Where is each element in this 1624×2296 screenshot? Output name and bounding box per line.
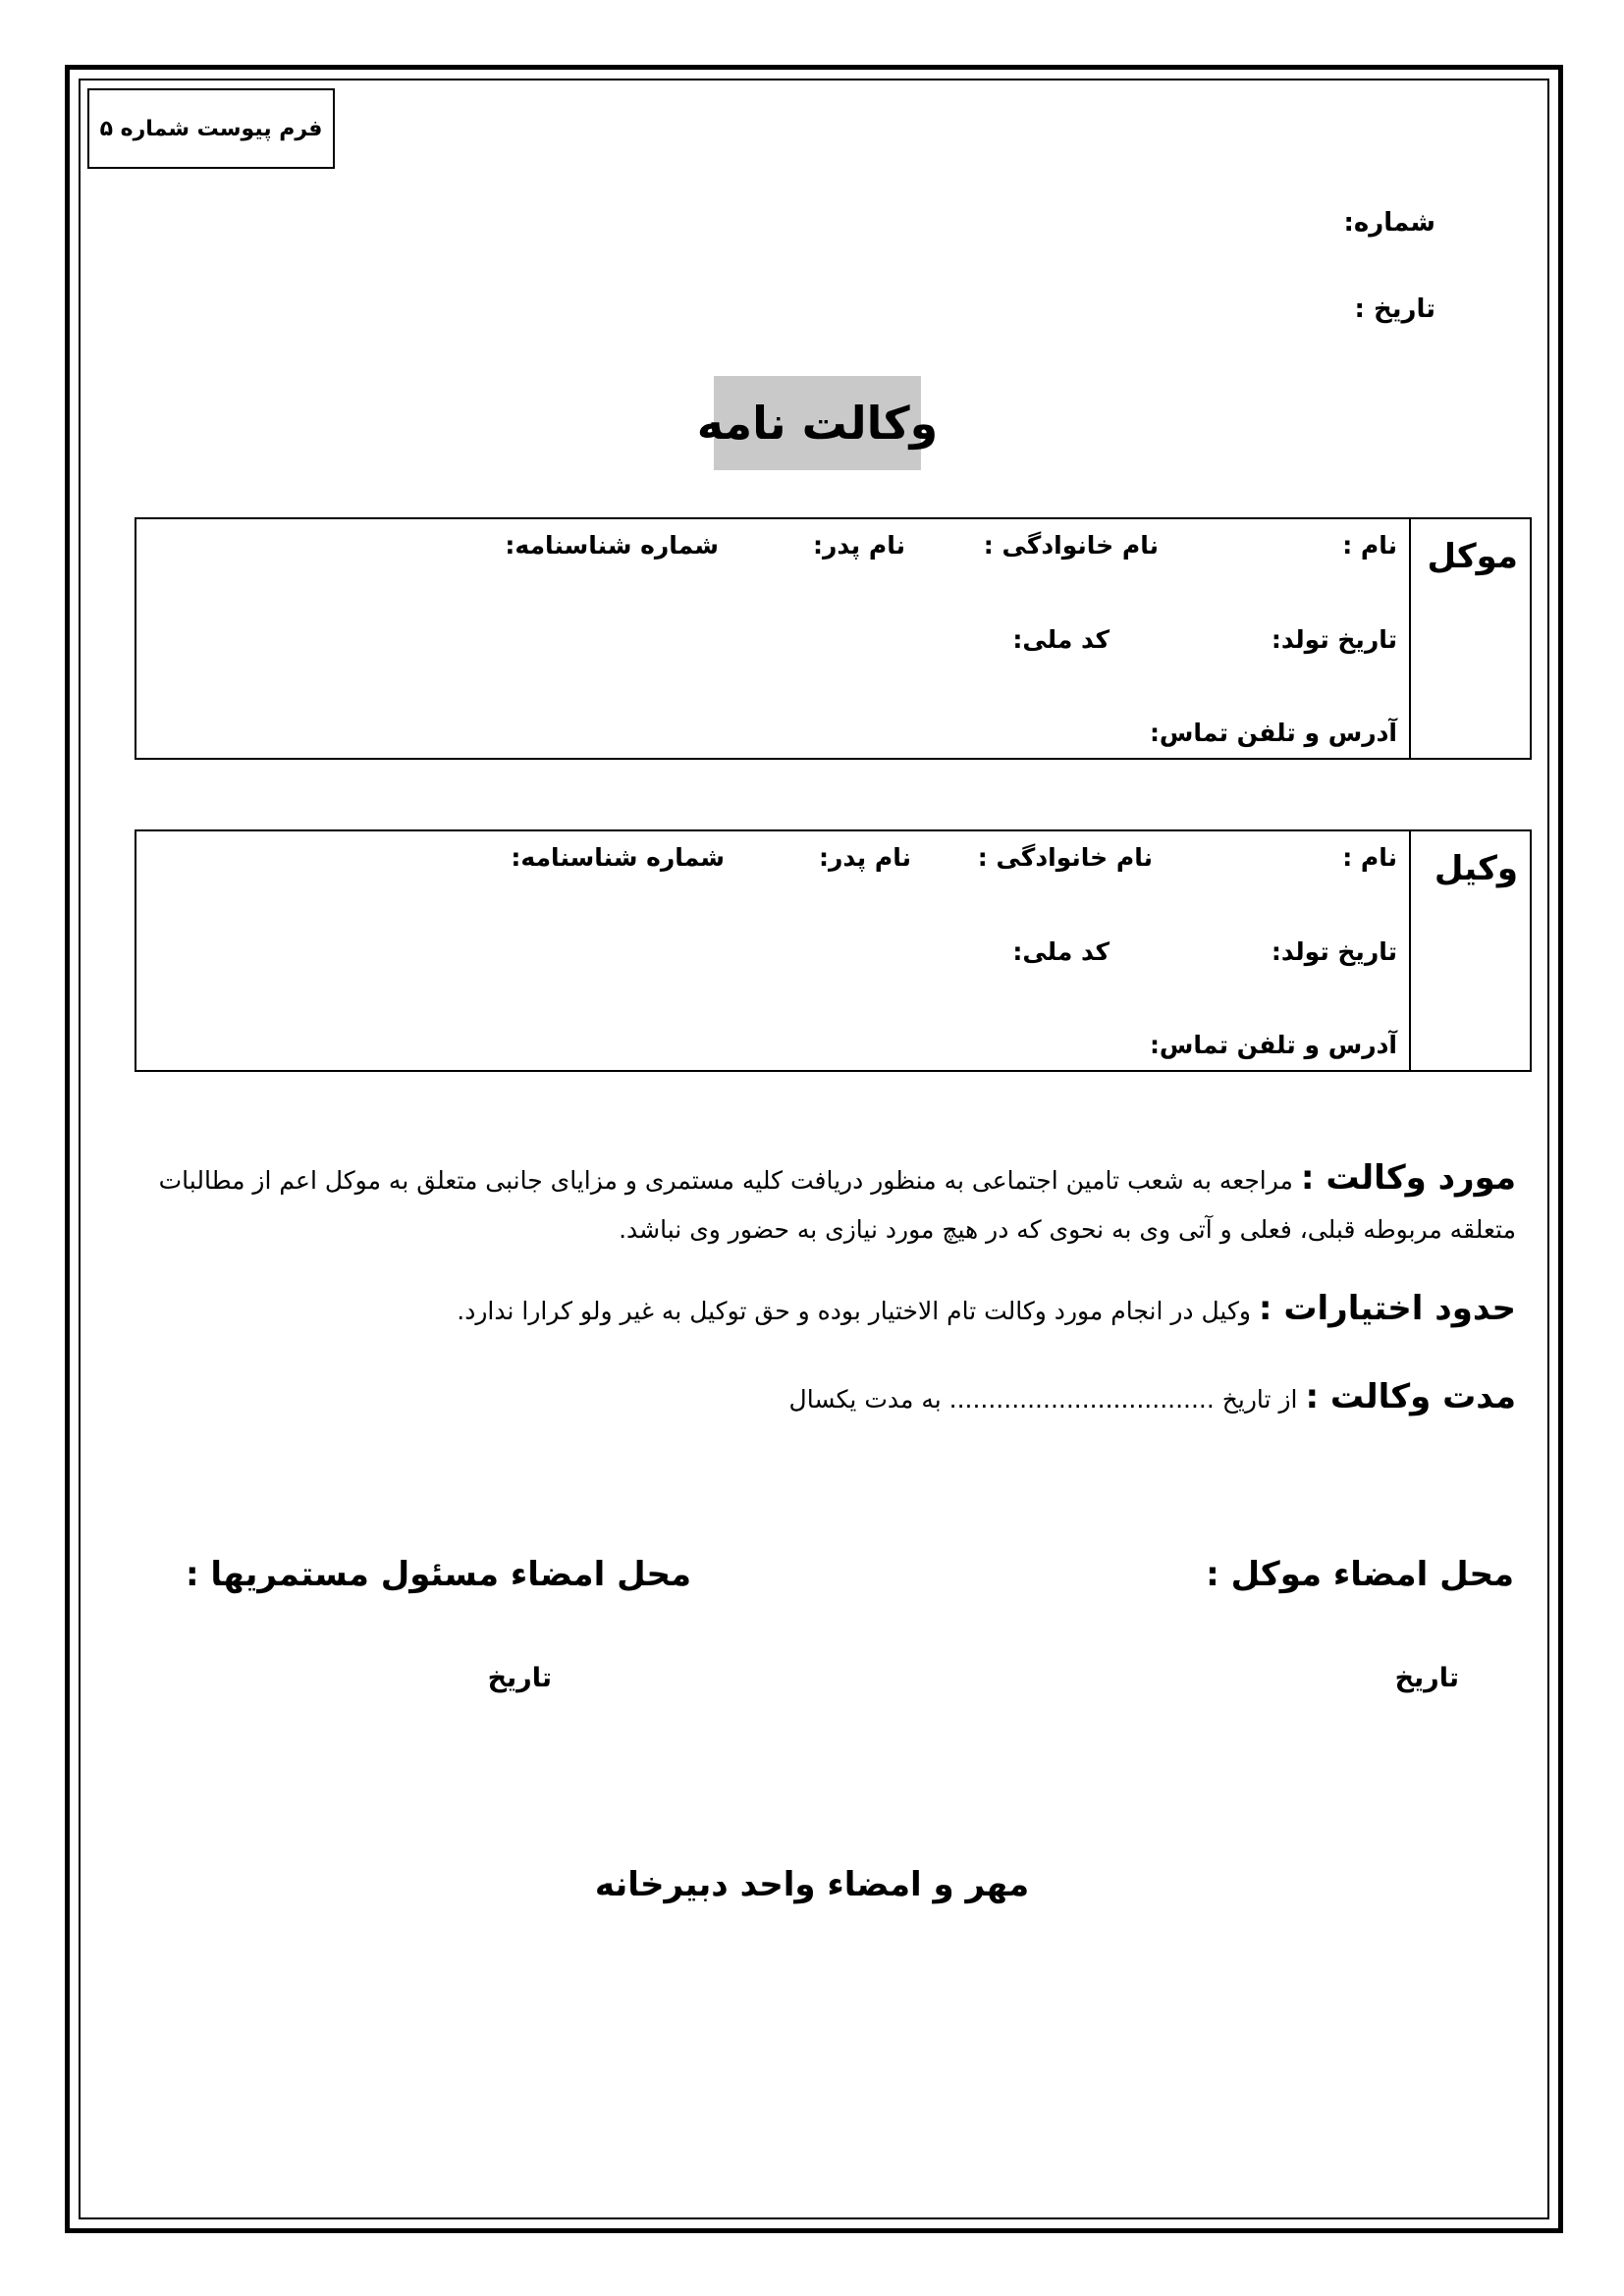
attachment-number-label: فرم پیوست شماره ۵ [99, 116, 323, 141]
attorney-name-field: نام : [1342, 843, 1397, 872]
attorney-national-code-field: کد ملی: [1012, 937, 1110, 966]
principal-info-table [135, 517, 1532, 760]
principal-birth-date-field: تاریخ تولد: [1271, 625, 1397, 654]
letter-number-label: شماره: [1343, 208, 1435, 238]
subject-heading: مورد وکالت : [1300, 1158, 1516, 1198]
attorney-label-cell [1409, 831, 1530, 1070]
attorney-id-number-field: شماره شناسنامه: [511, 843, 725, 872]
principal-label-cell [1409, 519, 1530, 758]
attorney-father-name-field: نام پدر: [818, 843, 911, 872]
attorney-label: وکیل [1434, 849, 1518, 888]
attachment-number-box [87, 88, 335, 169]
duration-clause [114, 1372, 1516, 1424]
letter-date-label: تاریخ : [1354, 294, 1435, 324]
attorney-birth-date-field: تاریخ تولد: [1271, 937, 1397, 966]
principal-address-phone-field: آدرس و تلفن تماس: [1149, 719, 1397, 747]
principal-label: موکل [1427, 537, 1518, 576]
attorney-info-table [135, 829, 1532, 1072]
attorney-family-name-field: نام خانوادگی : [977, 843, 1153, 872]
principal-signature-place: محل امضاء موکل : [1206, 1555, 1514, 1594]
limits-heading: حدود اختیارات : [1258, 1289, 1516, 1328]
principal-family-name-field: نام خانوادگی : [983, 531, 1159, 560]
document-title-text: وکالت نامه [696, 397, 939, 450]
principal-signature-date: تاریخ [1394, 1663, 1459, 1693]
officer-signature-date: تاریخ [487, 1663, 552, 1693]
duration-text: از تاریخ .................................. به مدت یکسال [788, 1385, 1298, 1414]
limits-text: وکیل در انجام مورد وکالت تام الاختیار بوده و حق توکیل به غیر ولو کرارا ندارد. [457, 1297, 1251, 1325]
principal-id-number-field: شماره شناسنامه: [505, 531, 719, 560]
principal-national-code-field: کد ملی: [1012, 625, 1110, 654]
attorney-address-phone-field: آدرس و تلفن تماس: [1149, 1031, 1397, 1059]
principal-father-name-field: نام پدر: [812, 531, 905, 560]
duration-heading: مدت وکالت : [1305, 1377, 1516, 1416]
document-title [696, 376, 939, 470]
subject-text: مراجعه به شعب تامین اجتماعی به منظور دریافت کلیه مستمری و مزایای جانبی متعلق به موکل اعم از مطالبات متعلقه مربوطه قبلی، فعلی و آتی وی به نحوی که در هیچ مورد نیازی به حضور وی نباشد. [158, 1166, 1516, 1244]
limits-clause [114, 1284, 1516, 1336]
officer-signature-place: محل امضاء مسئول مستمریها : [186, 1555, 691, 1594]
principal-name-field: نام : [1342, 531, 1397, 560]
office-seal-signature: مهر و امضاء واحد دبیرخانه [594, 1865, 1030, 1904]
subject-clause [114, 1153, 1516, 1255]
